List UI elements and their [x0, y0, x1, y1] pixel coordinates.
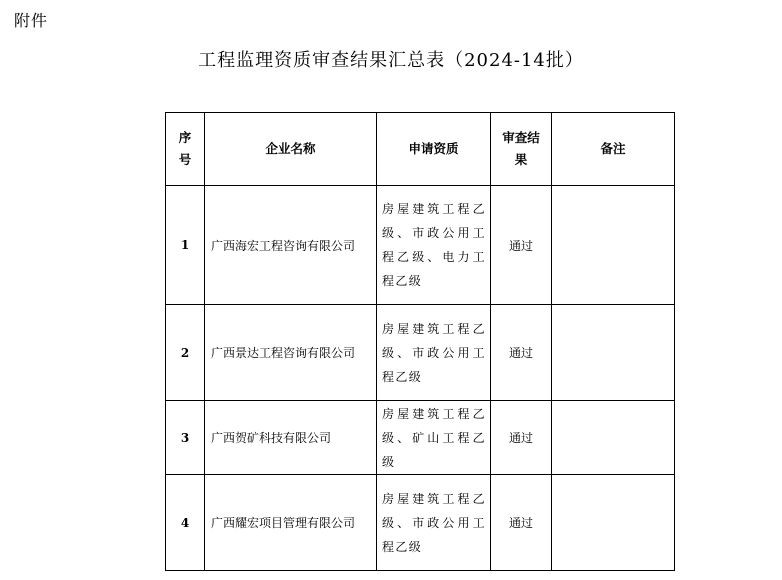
header-seq — [166, 113, 205, 186]
row-company: 广西耀宏项目管理有限公司 — [205, 475, 377, 571]
row-company: 广西景达工程咨询有限公司 — [205, 305, 377, 401]
attachment-label: 附件 — [14, 11, 49, 30]
row-seq: 2 — [166, 305, 205, 401]
header-seq-line2: 号 — [178, 152, 192, 167]
table-header-row — [166, 113, 675, 186]
table-row — [166, 186, 675, 305]
row-seq: 4 — [166, 475, 205, 571]
row-remark — [552, 401, 675, 475]
row-company: 广西贺矿科技有限公司 — [205, 401, 377, 475]
row-remark — [552, 475, 675, 571]
review-results-table — [165, 112, 675, 571]
header-result — [491, 113, 552, 186]
header-result-line1: 审查结 — [502, 130, 540, 145]
row-company: 广西海宏工程咨询有限公司 — [205, 186, 377, 305]
table-row — [166, 401, 675, 475]
page-title: 工程监理资质审查结果汇总表（2024-14批） — [198, 50, 584, 71]
row-qualification: 房屋建筑工程乙级、矿山工程乙级 — [377, 401, 491, 475]
row-qualification: 房屋建筑工程乙级、市政公用工程乙级 — [377, 475, 491, 571]
row-qualification: 房屋建筑工程乙级、市政公用工程乙级 — [377, 305, 491, 401]
row-remark — [552, 305, 675, 401]
header-company: 企业名称 — [205, 113, 377, 186]
row-qualification: 房屋建筑工程乙级、市政公用工程乙级、电力工程乙级 — [377, 186, 491, 305]
row-result: 通过 — [491, 401, 552, 475]
header-remark: 备注 — [552, 113, 675, 186]
header-result-line2: 果 — [514, 152, 528, 167]
row-result: 通过 — [491, 186, 552, 305]
row-result: 通过 — [491, 305, 552, 401]
header-qualification: 申请资质 — [377, 113, 491, 186]
row-seq: 1 — [166, 186, 205, 305]
table-row — [166, 305, 675, 401]
table-row — [166, 475, 675, 571]
row-result: 通过 — [491, 475, 552, 571]
header-seq-line1: 序 — [178, 130, 192, 145]
row-seq: 3 — [166, 401, 205, 475]
row-remark — [552, 186, 675, 305]
